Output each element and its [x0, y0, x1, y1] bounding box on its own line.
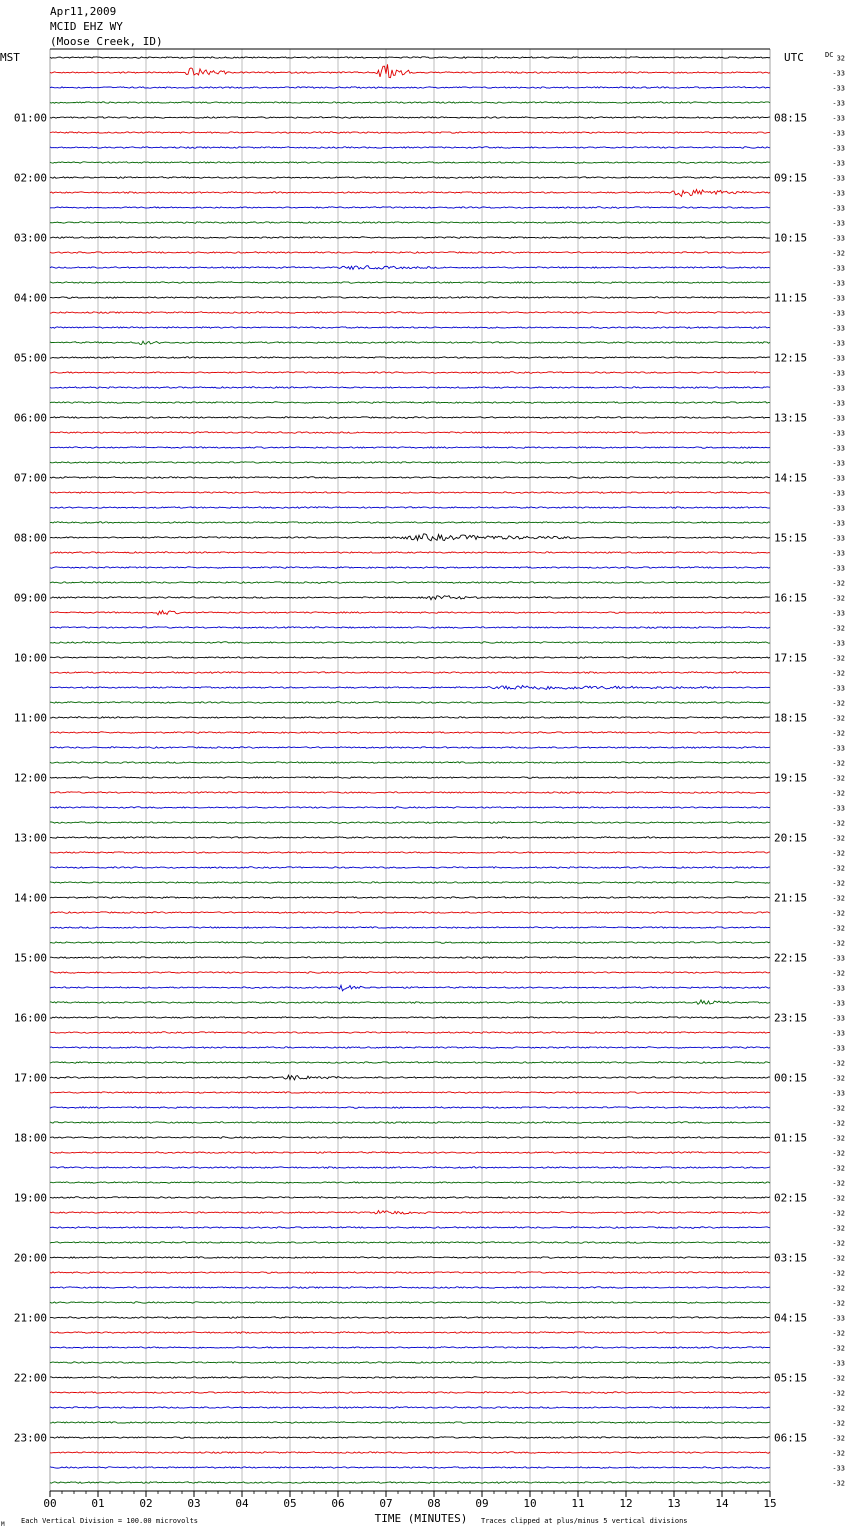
right-hour-label: 08:15 [774, 111, 808, 125]
trace-70 [50, 1107, 770, 1109]
x-tick-label: 08 [427, 1497, 441, 1510]
right-hour-label: 19:15 [774, 771, 808, 785]
dc-offset-label: -32 [832, 774, 845, 783]
dc-offset-label: -32 [832, 1479, 845, 1488]
left-hour-label: 21:00 [13, 1311, 47, 1325]
trace-63 [50, 1000, 770, 1004]
dc-offset-label: -32 [832, 699, 845, 708]
trace-4 [50, 117, 770, 119]
trace-59 [50, 942, 770, 944]
trace-24 [50, 417, 770, 419]
trace-95 [50, 1482, 770, 1484]
dc-offset-label: -32 [832, 669, 845, 678]
trace-1 [50, 64, 770, 77]
x-tick-label: 09 [475, 1497, 489, 1510]
dc-offset-label: -32 [832, 1254, 845, 1263]
header-station: MCID EHZ WY [50, 20, 123, 33]
dc-offset-labels [832, 55, 845, 1488]
trace-72 [50, 1137, 770, 1139]
trace-20 [50, 357, 770, 359]
trace-90 [50, 1407, 770, 1408]
trace-19 [50, 341, 770, 344]
dc-offset-label: -33 [832, 129, 845, 138]
right-hour-label: 02:15 [774, 1191, 808, 1205]
dc-offset-label: -33 [832, 84, 845, 93]
dc-offset-label: -33 [832, 189, 845, 198]
trace-12 [50, 237, 770, 239]
dc-offset-label: -33 [832, 684, 845, 693]
dc-offset-label: -33 [832, 294, 845, 303]
dc-offset-label: -32 [832, 1419, 845, 1428]
trace-13 [50, 252, 770, 254]
trace-8 [50, 177, 770, 179]
dc-offset-label: -33 [832, 1014, 845, 1023]
dc-offset-label: -32 [832, 714, 845, 723]
dc-offset-label: -32 [832, 1329, 845, 1338]
dc-offset-label: -33 [832, 519, 845, 528]
x-tick-label: 01 [91, 1497, 105, 1510]
dc-offset-label: -32 [832, 909, 845, 918]
dc-offset-label: -33 [832, 219, 845, 228]
trace-16 [50, 297, 770, 299]
dc-offset-label: -32 [832, 1119, 845, 1128]
trace-91 [50, 1422, 770, 1424]
right-hour-label: 11:15 [774, 291, 808, 305]
dc-offset-label: -33 [832, 369, 845, 378]
trace-73 [50, 1152, 770, 1154]
dc-offset-label: -32 [832, 819, 845, 828]
trace-48 [50, 777, 770, 779]
dc-offset-label: -32 [832, 1194, 845, 1203]
trace-9 [50, 190, 770, 197]
trace-47 [50, 762, 770, 764]
dc-offset-label: -33 [832, 639, 845, 648]
trace-22 [50, 387, 770, 389]
trace-28 [50, 477, 770, 479]
dc-offset-label: -33 [832, 399, 845, 408]
left-hour-label: 19:00 [13, 1191, 47, 1205]
x-tick-label: 04 [235, 1497, 249, 1510]
trace-55 [50, 882, 770, 884]
dc-offset-label: -32 [832, 939, 845, 948]
trace-35 [50, 582, 770, 584]
dc-offset-label: -32 [832, 1434, 845, 1443]
left-hour-label: 15:00 [13, 951, 47, 965]
trace-18 [50, 327, 770, 329]
trace-38 [50, 627, 770, 629]
trace-87 [50, 1362, 770, 1364]
x-axis [43, 1491, 776, 1510]
trace-57 [50, 912, 770, 914]
dc-offset-label: -32 [832, 1179, 845, 1188]
trace-42 [50, 686, 770, 690]
trace-3 [50, 102, 770, 104]
trace-77 [50, 1211, 770, 1214]
dc-offset-label: -33 [832, 1464, 845, 1473]
dc-offset-label: -32 [832, 1344, 845, 1353]
dc-offset-label: -33 [832, 69, 845, 78]
x-tick-label: 07 [379, 1497, 393, 1510]
trace-84 [50, 1317, 770, 1319]
trace-27 [50, 462, 770, 464]
dc-offset-label: -33 [832, 1314, 845, 1323]
right-hour-label: 20:15 [774, 831, 808, 845]
trace-15 [50, 282, 770, 284]
trace-34 [50, 567, 770, 569]
trace-26 [50, 447, 770, 449]
dc-offset-label: -32 [832, 729, 845, 738]
x-tick-label: 02 [139, 1497, 153, 1510]
trace-29 [50, 492, 770, 494]
right-timezone-label: UTC [784, 51, 804, 64]
trace-46 [50, 747, 770, 749]
left-hour-label: 02:00 [13, 171, 47, 185]
trace-56 [50, 897, 770, 898]
left-hour-label: 12:00 [13, 771, 47, 785]
left-hour-label: 10:00 [13, 651, 47, 665]
dc-offset-label: -33 [832, 114, 845, 123]
trace-86 [50, 1347, 770, 1349]
right-hour-label: 16:15 [774, 591, 808, 605]
trace-21 [50, 372, 770, 374]
trace-71 [50, 1122, 770, 1124]
trace-7 [50, 162, 770, 164]
dc-offset-label: -32 [832, 1284, 845, 1293]
right-hour-label: 03:15 [774, 1251, 808, 1265]
right-hour-label: 13:15 [774, 411, 808, 425]
trace-5 [50, 132, 770, 133]
trace-64 [50, 1017, 770, 1018]
trace-81 [50, 1272, 770, 1274]
x-tick-label: 15 [763, 1497, 777, 1510]
x-tick-label: 11 [571, 1497, 585, 1510]
left-hour-label: 16:00 [13, 1011, 47, 1025]
right-hour-label: 09:15 [774, 171, 808, 185]
trace-44 [50, 717, 770, 719]
dc-offset-label: -32 [832, 879, 845, 888]
trace-79 [50, 1242, 770, 1244]
trace-51 [50, 822, 770, 824]
trace-39 [50, 642, 770, 644]
dc-offset-label: -33 [832, 444, 845, 453]
trace-74 [50, 1167, 770, 1169]
dc-offset-label: -32 [832, 1149, 845, 1158]
trace-40 [50, 657, 770, 659]
left-hour-label: 22:00 [13, 1371, 47, 1385]
dc-offset-label: -33 [832, 999, 845, 1008]
left-timezone-label: MST [0, 51, 20, 64]
trace-54 [50, 867, 770, 869]
dc-offset-label: -33 [832, 174, 845, 183]
dc-offset-label: -32 [832, 1224, 845, 1233]
trace-31 [50, 522, 770, 524]
trace-65 [50, 1032, 770, 1034]
left-hour-label: 23:00 [13, 1431, 47, 1445]
trace-76 [50, 1197, 770, 1199]
dc-offset-label: -33 [832, 324, 845, 333]
dc-offset-label: -32 [832, 969, 845, 978]
dc-offset-label: -33 [832, 564, 845, 573]
dc-offset-label: -33 [832, 1089, 845, 1098]
trace-68 [50, 1075, 770, 1080]
dc-offset-label: -33 [832, 609, 845, 618]
right-hour-label: 23:15 [774, 1011, 808, 1025]
dc-offset-label: -33 [832, 384, 845, 393]
dc-offset-label: -33 [832, 279, 845, 288]
trace-0 [50, 57, 770, 59]
dc-offset-label: -33 [832, 1359, 845, 1368]
dc-offset-label: -33 [832, 504, 845, 513]
dc-offset-label: -32 [832, 249, 845, 258]
left-hour-label: 20:00 [13, 1251, 47, 1265]
left-hour-label: 14:00 [13, 891, 47, 905]
right-hour-label: 15:15 [774, 531, 808, 545]
trace-82 [50, 1287, 770, 1289]
dc-offset-label: -32 [832, 1374, 845, 1383]
left-hour-label: 06:00 [13, 411, 47, 425]
trace-49 [50, 792, 770, 794]
dc-offset-label: -32 [832, 1299, 845, 1308]
right-hour-label: 12:15 [774, 351, 808, 365]
left-hour-label: 11:00 [13, 711, 47, 725]
right-hour-label: 14:15 [774, 471, 808, 485]
trace-17 [50, 312, 770, 314]
trace-43 [50, 702, 770, 704]
trace-14 [50, 266, 770, 270]
trace-69 [50, 1092, 770, 1094]
trace-30 [50, 507, 770, 509]
dc-offset-label: -32 [832, 1269, 845, 1278]
dc-offset-label: -33 [832, 744, 845, 753]
dc-offset-label: -32 [832, 624, 845, 633]
trace-67 [50, 1062, 770, 1064]
trace-45 [50, 732, 770, 733]
right-hour-label: 01:15 [774, 1131, 808, 1145]
x-tick-label: 05 [283, 1497, 297, 1510]
right-hour-label: 18:15 [774, 711, 808, 725]
dc-offset-label: -32 [832, 864, 845, 873]
trace-2 [50, 87, 770, 89]
scale-note: Each Vertical Division = 100.00 microvolts [21, 1517, 199, 1525]
trace-80 [50, 1257, 770, 1259]
trace-23 [50, 402, 770, 404]
left-hour-label: 17:00 [13, 1071, 47, 1085]
dc-offset-label: -32 [832, 579, 845, 588]
dc-label: DC [825, 51, 834, 59]
x-tick-label: 06 [331, 1497, 345, 1510]
dc-offset-label: -33 [832, 459, 845, 468]
left-hour-label: 18:00 [13, 1131, 47, 1145]
time-grid [50, 49, 770, 1491]
dc-offset-label: -32 [832, 834, 845, 843]
right-hour-label: 00:15 [774, 1071, 808, 1085]
trace-75 [50, 1182, 770, 1183]
left-hour-label: 13:00 [13, 831, 47, 845]
header-location: (Moose Creek, ID) [50, 35, 163, 48]
dc-offset-label: -32 [832, 759, 845, 768]
x-tick-label: 13 [667, 1497, 681, 1510]
dc-offset-label: -33 [832, 954, 845, 963]
trace-37 [50, 611, 770, 615]
dc-offset-label: -33 [832, 1029, 845, 1038]
trace-32 [50, 534, 770, 541]
trace-41 [50, 672, 770, 674]
right-hour-label: 04:15 [774, 1311, 808, 1325]
trace-33 [50, 552, 770, 554]
dc-offset-label: -32 [832, 1404, 845, 1413]
x-tick-label: 12 [619, 1497, 633, 1510]
trace-58 [50, 927, 770, 929]
x-axis-title: TIME (MINUTES) [374, 1512, 468, 1525]
trace-61 [50, 972, 770, 974]
dc-offset-label: -33 [832, 99, 845, 108]
x-tick-label: 10 [523, 1497, 537, 1510]
trace-36 [50, 596, 770, 600]
dc-offset-label: -32 [832, 1074, 845, 1083]
dc-offset-label: -32 [832, 1164, 845, 1173]
trace-88 [50, 1377, 770, 1379]
right-hour-label: 21:15 [774, 891, 808, 905]
trace-50 [50, 807, 770, 809]
dc-offset-label: 32 [836, 54, 845, 63]
dc-offset-label: -33 [832, 234, 845, 243]
dc-offset-label: -32 [832, 1134, 845, 1143]
trace-93 [50, 1452, 770, 1454]
trace-85 [50, 1332, 770, 1334]
corner-mark: M [1, 1521, 5, 1528]
trace-62 [50, 985, 770, 991]
right-hour-label: 06:15 [774, 1431, 808, 1445]
left-hour-label: 04:00 [13, 291, 47, 305]
left-hour-label: 08:00 [13, 531, 47, 545]
trace-6 [50, 147, 770, 149]
dc-offset-label: -33 [832, 339, 845, 348]
dc-offset-label: -33 [832, 159, 845, 168]
dc-offset-label: -33 [832, 474, 845, 483]
left-hour-label: 09:00 [13, 591, 47, 605]
x-tick-label: 14 [715, 1497, 729, 1510]
left-hour-label: 03:00 [13, 231, 47, 245]
dc-offset-label: -33 [832, 354, 845, 363]
trace-10 [50, 207, 770, 209]
trace-92 [50, 1437, 770, 1439]
left-hour-label: 05:00 [13, 351, 47, 365]
dc-offset-label: -33 [832, 204, 845, 213]
dc-offset-label: -33 [832, 429, 845, 438]
trace-66 [50, 1047, 770, 1049]
dc-offset-label: -32 [832, 1104, 845, 1113]
dc-offset-label: -33 [832, 534, 845, 543]
right-hour-label: 05:15 [774, 1371, 808, 1385]
dc-offset-label: -33 [832, 549, 845, 558]
dc-offset-label: -32 [832, 1209, 845, 1218]
trace-lines [50, 57, 770, 1484]
right-hour-label: 22:15 [774, 951, 808, 965]
trace-89 [50, 1392, 770, 1394]
dc-offset-label: -32 [832, 1059, 845, 1068]
dc-offset-label: -33 [832, 144, 845, 153]
x-tick-label: 03 [187, 1497, 201, 1510]
dc-offset-label: -32 [832, 924, 845, 933]
dc-offset-label: -33 [832, 1044, 845, 1053]
right-hour-label: 10:15 [774, 231, 808, 245]
dc-offset-label: -33 [832, 309, 845, 318]
dc-offset-label: -32 [832, 654, 845, 663]
x-tick-label: 00 [43, 1497, 57, 1510]
trace-25 [50, 432, 770, 433]
dc-offset-label: -32 [832, 894, 845, 903]
clip-note: Traces clipped at plus/minus 5 vertical divisions [481, 1517, 688, 1525]
dc-offset-label: -33 [832, 414, 845, 423]
dc-offset-label: -32 [832, 1389, 845, 1398]
trace-83 [50, 1302, 770, 1304]
dc-offset-label: -32 [832, 1239, 845, 1248]
dc-offset-label: -33 [832, 489, 845, 498]
trace-53 [50, 852, 770, 853]
dc-offset-label: -33 [832, 264, 845, 273]
dc-offset-label: -32 [832, 849, 845, 858]
dc-offset-label: -33 [832, 984, 845, 993]
trace-78 [50, 1227, 770, 1229]
left-hour-label: 01:00 [13, 111, 47, 125]
trace-94 [50, 1467, 770, 1469]
right-hour-label: 17:15 [774, 651, 808, 665]
trace-52 [50, 837, 770, 839]
dc-offset-label: -32 [832, 1449, 845, 1458]
header-date: Apr11,2009 [50, 5, 117, 18]
dc-offset-label: -32 [832, 789, 845, 798]
dc-offset-label: -33 [832, 804, 845, 813]
trace-11 [50, 222, 770, 224]
left-hour-label: 07:00 [13, 471, 47, 485]
trace-60 [50, 957, 770, 959]
dc-offset-label: -32 [832, 594, 845, 603]
